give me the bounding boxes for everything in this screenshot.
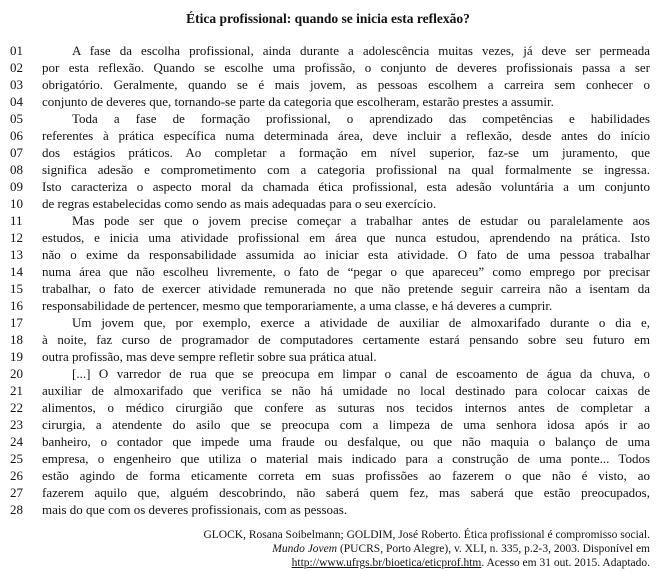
text-line — [0, 348, 656, 365]
text-line — [0, 280, 656, 297]
citation-issue-info: (PUCRS, Porto Alegre), v. XLI, n. 335, p.2-3, 2003. Disponível em — [337, 543, 650, 555]
citation-line-access — [0, 556, 650, 570]
line-number: 18 — [10, 332, 23, 347]
line-number: 16 — [10, 298, 23, 313]
line-text: [...] O varredor de rua que se preocupa em limpar o canal de escoamento de água da chuva, o — [72, 366, 650, 381]
line-text: empresa, o engenheiro que utiliza o material mais indicado para a construção de uma ponte... Todos — [42, 451, 650, 466]
line-number: 08 — [10, 162, 23, 177]
line-number: 19 — [10, 349, 23, 364]
line-text: estão agindo de forma eticamente correta em suas profissões ao fazerem o que não é visto, ao — [42, 468, 650, 483]
text-line — [0, 382, 656, 399]
line-number: 07 — [10, 145, 23, 160]
line-number: 26 — [10, 468, 23, 483]
text-line — [0, 229, 656, 246]
citation-journal-name: Mundo Jovem — [272, 543, 338, 555]
text-line — [0, 178, 656, 195]
text-line — [0, 59, 656, 76]
text-line — [0, 263, 656, 280]
text-line — [0, 127, 656, 144]
text-line — [0, 144, 656, 161]
line-number: 22 — [10, 400, 23, 415]
line-text: Um jovem que, por exemplo, exerce a atividade de auxiliar de almoxarifado durante o dia e, — [72, 315, 650, 330]
text-line — [0, 246, 656, 263]
line-number: 17 — [10, 315, 23, 330]
text-line — [0, 365, 656, 382]
line-text: alimentos, o médico cirurgião que confere as suturas nos tecidos internos antes de completar a — [42, 400, 650, 415]
line-text: dos estágios práticos. Ao completar a formação em nível superior, faz-se um juramento, que — [42, 145, 650, 160]
line-number: 10 — [10, 196, 23, 211]
text-line — [0, 467, 656, 484]
line-text: cirurgia, a atendente do asilo que se preocupa com a limpeza de uma senhora idosa após ir ao — [42, 417, 650, 432]
line-number: 24 — [10, 434, 23, 449]
text-line — [0, 76, 656, 93]
line-text: fazerem aquilo que, alguém descobrindo, não saberá quem fez, mas saberá que estão preocupados, — [42, 485, 650, 500]
document-title: Ética profissional: quando se inicia esta reflexão? — [186, 11, 470, 26]
citation-line-authors — [0, 528, 650, 542]
line-number: 03 — [10, 77, 23, 92]
citation-url: http://www.ufrgs.br/bioetica/eticprof.htm — [291, 557, 482, 569]
line-text: estudos, e inicia uma atividade profissional em área que nunca estudou, aprendendo na prática. Isto — [42, 230, 650, 245]
line-number: 23 — [10, 417, 23, 432]
text-line — [0, 110, 656, 127]
line-number: 20 — [10, 366, 23, 381]
line-text: à noite, faz curso de programador de computadores certamente estará pensando sobre seu futuro em — [42, 332, 650, 347]
line-number: 14 — [10, 264, 23, 279]
text-line — [0, 297, 656, 314]
text-line — [0, 433, 656, 450]
text-line — [0, 212, 656, 229]
line-text: responsabilidade de pertencer, mesmo que temporariamente, a uma classe, e há deveres a cumprir. — [42, 298, 553, 313]
text-body — [0, 42, 656, 518]
text-line — [0, 42, 656, 59]
citation — [0, 528, 656, 570]
line-number: 02 — [10, 60, 23, 75]
line-number: 01 — [10, 43, 23, 58]
line-number: 12 — [10, 230, 23, 245]
line-text: obrigatório. Geralmente, quando se é mais jovem, as pessoas escolhem a carreira sem conhecer o — [42, 77, 650, 92]
citation-access-date: . Acesso em 31 out. 2015. Adaptado. — [481, 557, 650, 569]
line-text: outra profissão, mas deve sempre refletir sobre sua prática atual. — [42, 349, 377, 364]
line-number: 27 — [10, 485, 23, 500]
text-line — [0, 93, 656, 110]
citation-line-source — [0, 542, 650, 556]
text-line — [0, 484, 656, 501]
line-text: trabalhar, o fato de exercer atividade remunerada no que não pretende seguir carreira não a isentam da — [42, 281, 650, 296]
citation-authors-text: GLOCK, Rosana Soibelmann; GOLDIM, José Roberto. Ética profissional é compromisso social. — [203, 529, 650, 541]
line-text: de regras estabelecidas como sendo as mais adequadas para o seu exercício. — [42, 196, 437, 211]
line-text: Isto caracteriza o aspecto moral da chamada ética profissional, esta adesão voluntária a um conjunto — [42, 179, 650, 194]
text-line — [0, 331, 656, 348]
line-number: 09 — [10, 179, 23, 194]
line-text: por esta reflexão. Quando se escolhe uma profissão, o conjunto de deveres profissionais passa a ser — [42, 60, 650, 75]
line-text: numa área que não escolheu livremente, o fato de “pegar o que apareceu” como emprego por precisar — [42, 264, 650, 279]
line-number: 04 — [10, 94, 23, 109]
line-text: banheiro, o contador que impede uma fraude ou desfalque, ou que não maquia o balanço de uma — [42, 434, 650, 449]
line-text: auxiliar de almoxarifado que verifica se não há umidade no local destinado para colocar caixas de — [42, 383, 650, 398]
line-text: não o exime da responsabilidade assumida ao iniciar esta atividade. O fato de uma pessoa trabalhar — [42, 247, 650, 262]
text-line — [0, 450, 656, 467]
line-number: 13 — [10, 247, 23, 262]
text-line — [0, 161, 656, 178]
text-line — [0, 416, 656, 433]
text-line — [0, 501, 656, 518]
text-line — [0, 314, 656, 331]
line-text: conjunto de deveres que, tornando-se parte da categoria que escolheram, estarão prestes a assumir. — [42, 94, 554, 109]
line-text: significa adesão e comprometimento com a categoria profissional na qual formalmente se ingressa. — [42, 162, 650, 177]
line-number: 28 — [10, 502, 23, 517]
line-number: 25 — [10, 451, 23, 466]
line-number: 21 — [10, 383, 23, 398]
line-text: A fase da escolha profissional, ainda durante a adolescência muitas vezes, já deve ser permeada — [72, 43, 650, 58]
line-text: referentes à prática específica numa determinada área, deve incluir a reflexão, desde antes do início — [42, 128, 650, 143]
line-number: 06 — [10, 128, 23, 143]
line-number: 05 — [10, 111, 23, 126]
text-line — [0, 195, 656, 212]
line-text: Mas pode ser que o jovem precise começar a trabalhar antes de estudar ou paralelamente aos — [72, 213, 650, 228]
line-number: 11 — [10, 213, 23, 228]
text-line — [0, 399, 656, 416]
line-number: 15 — [10, 281, 23, 296]
line-text: mais do que com os deveres profissionais, com as pessoas. — [42, 502, 348, 517]
line-text: Toda a fase de formação profissional, o aprendizado das competências e habilidades — [72, 111, 650, 126]
